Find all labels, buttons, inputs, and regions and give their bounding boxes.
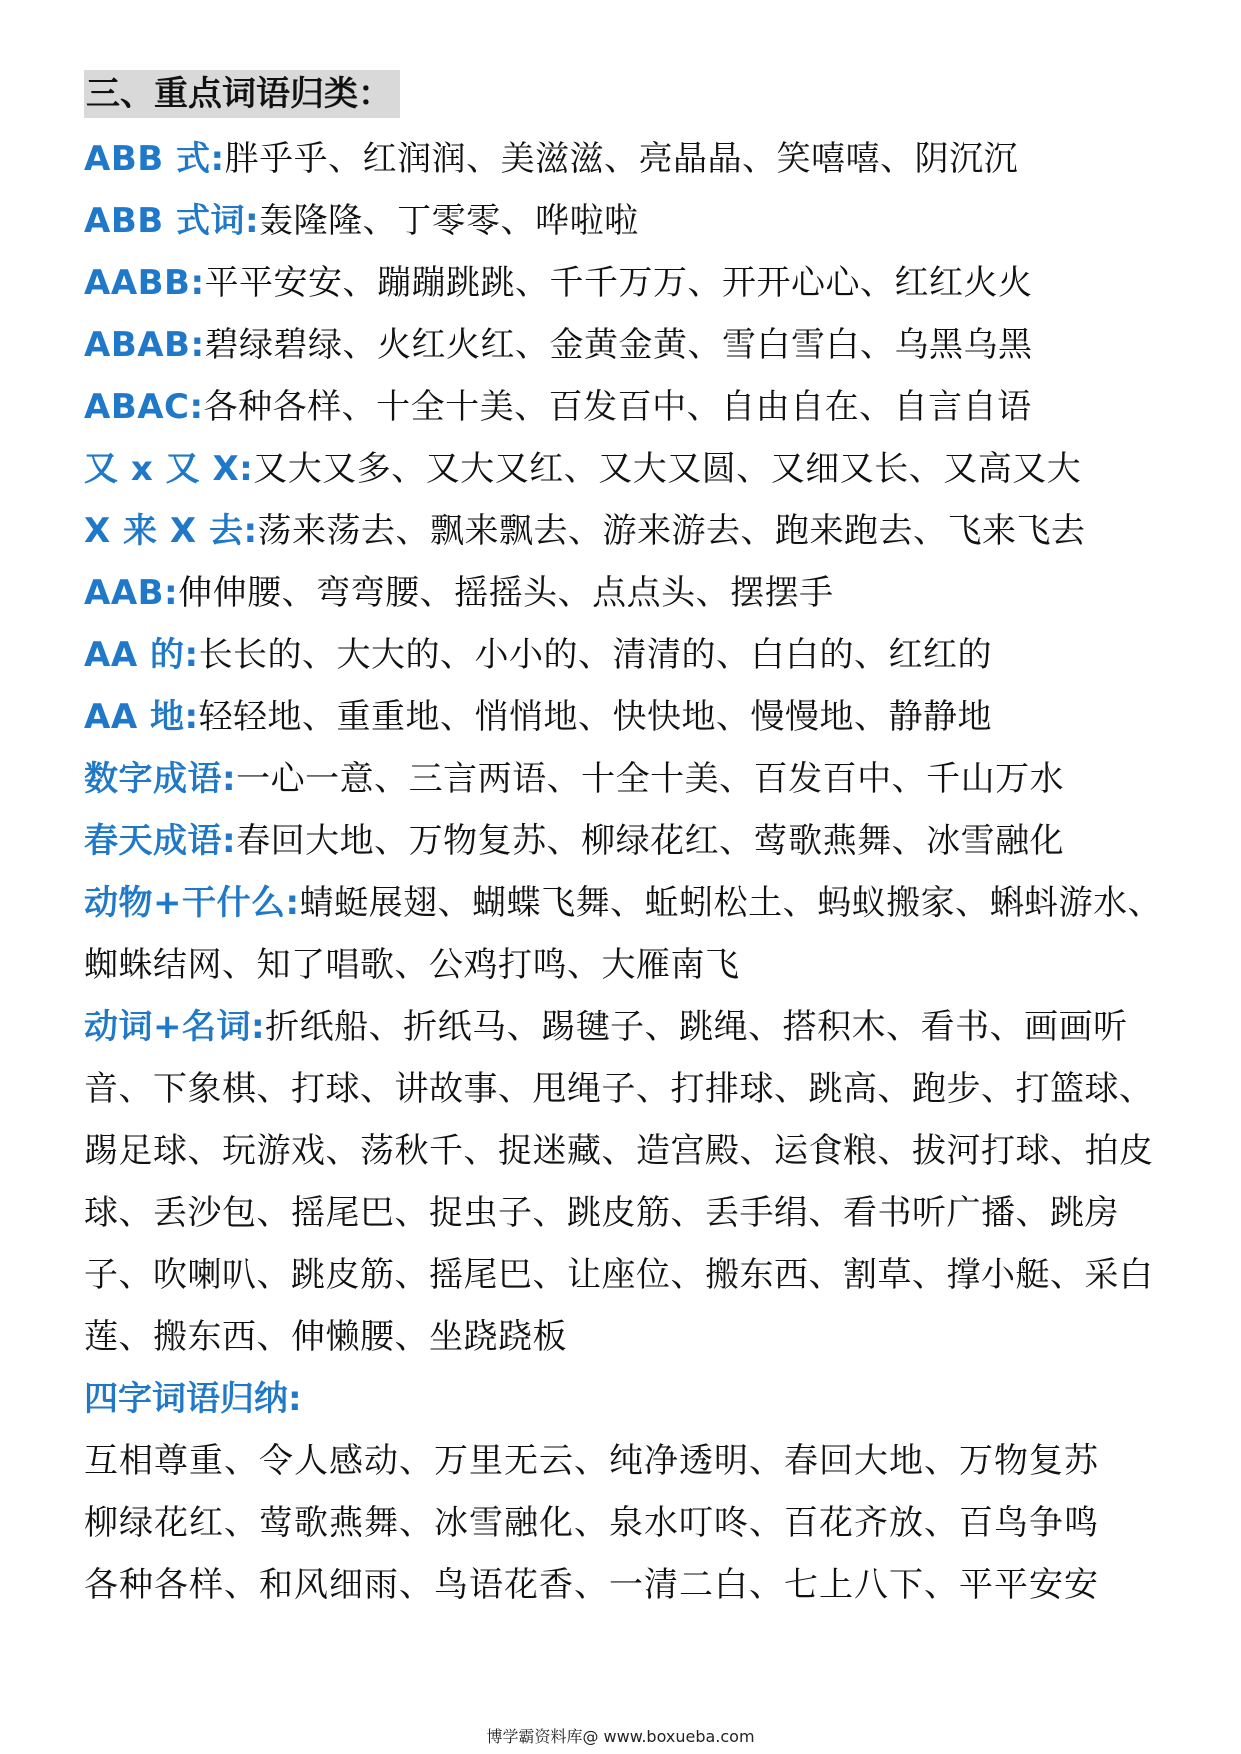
category-words: 轻轻地、重重地、悄悄地、快快地、慢慢地、静静地 — [198, 697, 993, 737]
category-row — [84, 190, 1174, 252]
category-label: AA 的: — [84, 635, 199, 675]
category-words: 胖乎乎、红润润、美滋滋、亮晶晶、笑嘻嘻、阴沉沉 — [224, 139, 1019, 179]
category-row — [84, 686, 1174, 748]
category-words: 春回大地、万物复苏、柳绿花红、莺歌燕舞、冰雪融化 — [236, 821, 1065, 861]
category-words: 轰隆隆、丁零零、哗啦啦 — [259, 201, 639, 241]
category-words: 碧绿碧绿、火红火红、金黄金黄、雪白雪白、乌黑乌黑 — [204, 325, 1033, 365]
word-category-list — [84, 128, 1174, 1368]
category-label: 动词+名词: — [84, 1007, 266, 1047]
document-page — [84, 70, 1174, 1616]
category-words: 平平安安、蹦蹦跳跳、千千万万、开开心心、红红火火 — [204, 263, 1033, 303]
category-row — [84, 996, 1174, 1368]
category-label: ABAC: — [84, 387, 204, 427]
category-words: 长长的、大大的、小小的、清清的、白白的、红红的 — [198, 635, 993, 675]
four-char-title: 四字词语归纳: — [84, 1379, 302, 1419]
category-label: ABB 式: — [84, 139, 225, 179]
category-row — [84, 376, 1174, 438]
category-row — [84, 748, 1174, 810]
four-char-line: 互相尊重、令人感动、万里无云、纯净透明、春回大地、万物复苏 — [84, 1441, 1099, 1481]
category-label: AA 地: — [84, 697, 199, 737]
category-words: 各种各样、十全十美、百发百中、自由自在、自言自语 — [203, 387, 1032, 427]
four-char-list — [84, 1430, 1174, 1616]
category-row — [84, 872, 1174, 996]
category-words: 折纸船、折纸马、踢毽子、跳绳、搭积木、看书、画画听音、下象棋、打球、讲故事、甩绳子、打排球、跳高、跑步、打篮球、踢足球、玩游戏、荡秋千、捉迷藏、造宫殿、运食粮、拔河打球、拍皮球、丢沙包、摇尾巴、捉虫子、跳皮筋、丢手绢、看书听广播、跳房子、吹喇叭、跳皮筋、摇尾巴、让座位、搬东西、割草、撑小艇、采白莲、搬东西、伸懒腰、坐跷跷板 — [84, 1007, 1154, 1357]
category-label: AAB: — [84, 573, 179, 613]
category-label: X 来 X 去: — [84, 511, 258, 551]
category-words: 一心一意、三言两语、十全十美、百发百中、千山万水 — [236, 759, 1065, 799]
four-char-line: 各种各样、和风细雨、鸟语花香、一清二白、七上八下、平平安安 — [84, 1565, 1099, 1605]
category-row — [84, 252, 1174, 314]
category-row — [84, 500, 1174, 562]
four-char-line: 柳绿花红、莺歌燕舞、冰雪融化、泉水叮咚、百花齐放、百鸟争鸣 — [84, 1503, 1099, 1543]
category-label: 又 x 又 X: — [84, 449, 254, 489]
section-title: 三、重点词语归类： — [84, 70, 400, 118]
category-row — [84, 624, 1174, 686]
category-row — [84, 438, 1174, 500]
footer-watermark: 博学霸资料库@ www.boxueba.com — [486, 1727, 755, 1746]
category-row — [84, 562, 1174, 624]
category-label: ABB 式词: — [84, 201, 260, 241]
category-row — [84, 128, 1174, 190]
category-words: 荡来荡去、飘来飘去、游来游去、跑来跑去、飞来飞去 — [257, 511, 1086, 551]
category-words: 蜻蜓展翅、蝴蝶飞舞、蚯蚓松土、蚂蚁搬家、蝌蚪游水、蜘蛛结网、知了唱歌、公鸡打鸣、大雁南飞 — [84, 883, 1163, 985]
category-words: 又大又多、又大又红、又大又圆、又细又长、又高又大 — [253, 449, 1082, 489]
category-row — [84, 314, 1174, 376]
category-label: ABAB: — [84, 325, 205, 365]
category-label: 动物+干什么: — [84, 883, 300, 923]
category-label: 春天成语: — [84, 821, 237, 861]
category-label: 数字成语: — [84, 759, 237, 799]
category-words: 伸伸腰、弯弯腰、摇摇头、点点头、摆摆手 — [178, 573, 834, 613]
category-row — [84, 810, 1174, 872]
category-label: AABB: — [84, 263, 205, 303]
